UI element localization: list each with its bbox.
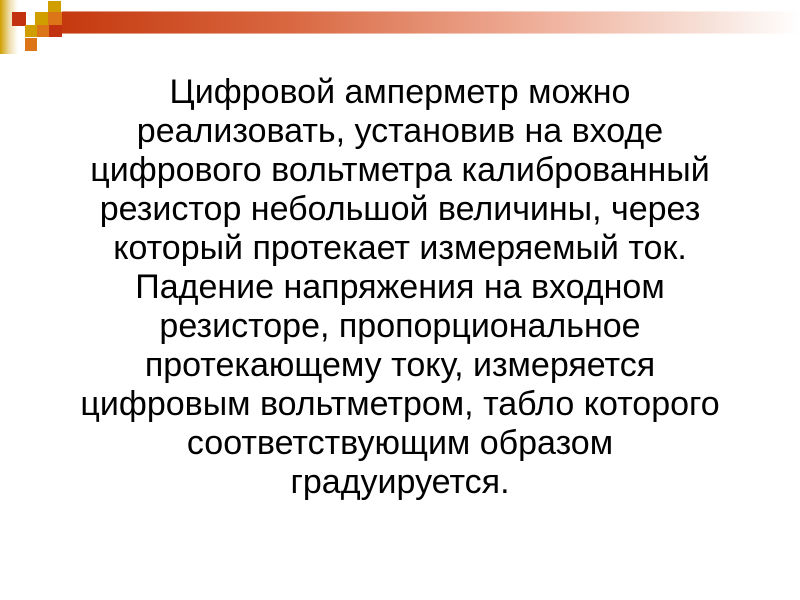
slide-body-text	[30, 73, 770, 502]
mosaic-square-gold-row3	[25, 25, 37, 37]
body-text-line: который протекает измеряемый ток.	[113, 229, 687, 267]
vertical-gradient-bar	[0, 0, 18, 54]
body-text-line: цифрового вольтметра калиброванный	[90, 151, 710, 189]
header-decoration	[0, 0, 800, 60]
body-text-line: градуируется.	[290, 463, 510, 501]
mosaic-square-orange-row4	[25, 38, 37, 51]
body-text-line: реализовать, установив на входе	[136, 112, 664, 150]
mosaic-square-gold-row2	[35, 12, 48, 25]
mosaic-square-darkred-left	[12, 12, 26, 26]
body-text-line: протекающему току, измеряется	[144, 346, 656, 384]
body-text-line: резистор небольшой величины, через	[99, 190, 701, 228]
mosaic-square-darkred-row3	[49, 25, 62, 37]
body-text-line: Цифровой амперметр можно	[169, 73, 631, 111]
header-gradient-bar	[62, 11, 800, 34]
body-text-line: цифровым вольтметром, табло которого	[80, 385, 720, 423]
body-text-line: Падение напряжения на входном	[135, 268, 665, 306]
mosaic-square-orange-row3	[37, 25, 49, 37]
mosaic-square-orange-row2	[48, 12, 62, 25]
body-text-line: соответствующим образом	[186, 424, 614, 462]
body-text-line: резисторе, пропорциональное	[159, 307, 641, 345]
